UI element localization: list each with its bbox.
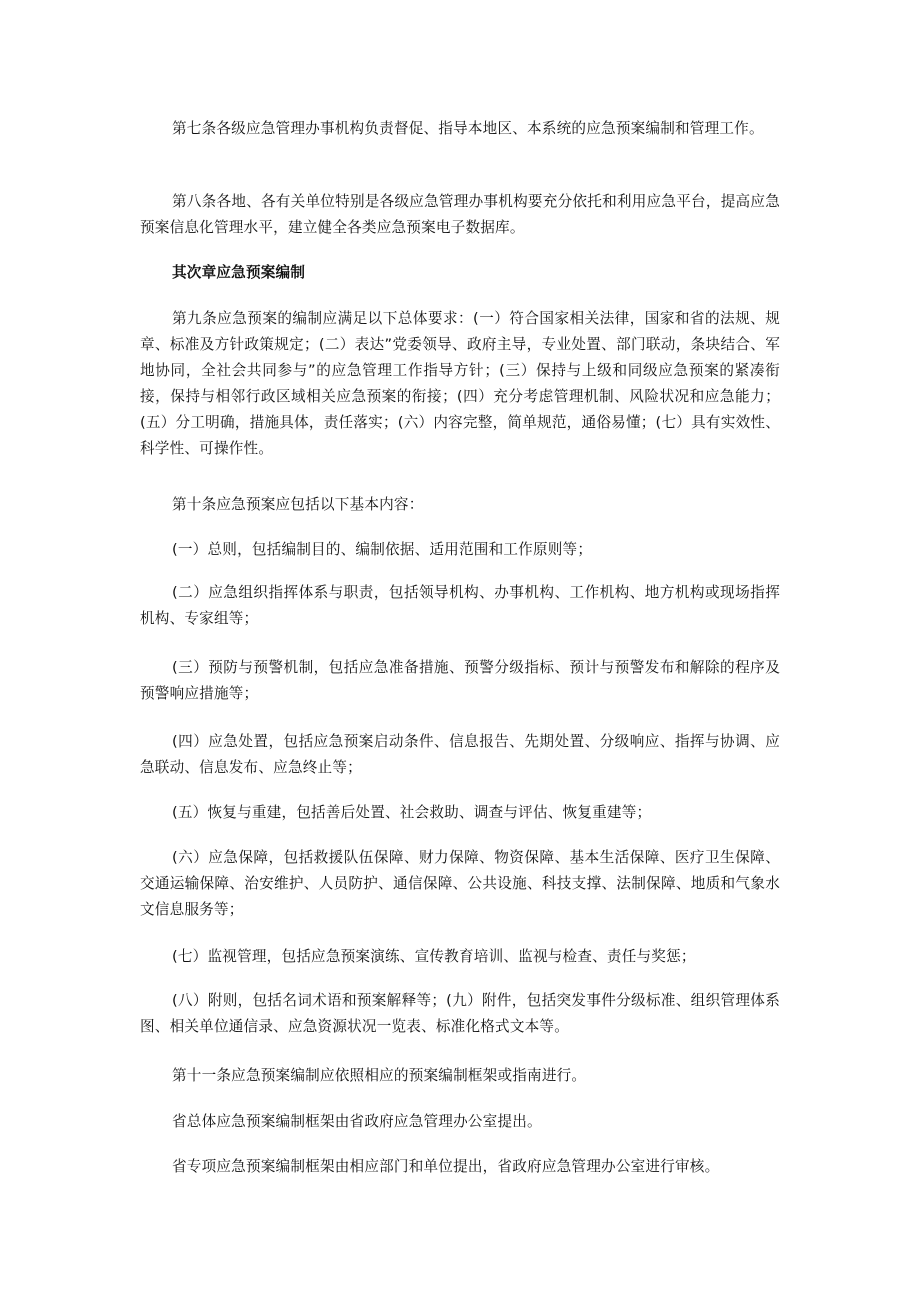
content-item-7: (七）监视管理，包括应急预案演练、宣传教育培训、监视与检查、责任与奖惩； bbox=[172, 948, 696, 965]
article-11-paragraph: 第十一条应急预案编制应依照相应的预案编制框架或指南进行。 bbox=[172, 1067, 587, 1084]
content-item-1: (一）总则，包括编制目的、编制依据、适用范围和工作原则等； bbox=[172, 541, 593, 558]
article-9-paragraph: 第九条应急预案的编制应满足以下总体要求：(一）符合国家相关法律，国家和省的法规、规章、标准及方针政策规定；(二）表达”党委领导、政府主导，专业处置、部门联动，条块结合、军地协同，全社会共同参与”的应急管理工作指导方针；(三）保持与上级和同级应急预案的紧凑衔接，保持与相邻行政区域相关应急预案的衔接；(四）充分考虑管理机制、风险状况和应急能力；(五）分工明确，措施具体，责任落实；(六）内容完整，简单规范，通俗易懂；(七）具有实效性、科学性、可操作性。 bbox=[140, 310, 780, 457]
article-8-paragraph: 第八条各地、各有关单位特别是各级应急管理办事机构要充分依托和利用应急平台，提高应急预案信息化管理水平，建立健全各类应急预案电子数据库。 bbox=[140, 193, 780, 236]
framework-general-paragraph: 省总体应急预案编制框架由省政府应急管理办公室提出。 bbox=[172, 1113, 542, 1130]
content-item-3: (三）预防与预警机制，包括应急准备措施、预警分级指标、预计与预警发布和解除的程序及预警响应措施等； bbox=[140, 659, 780, 702]
framework-special-paragraph: 省专项应急预案编制框架由相应部门和单位提出，省政府应急管理办公室进行审核。 bbox=[172, 1158, 720, 1175]
content-item-4: (四）应急处置，包括应急预案启动条件、信息报告、先期处置、分级响应、指挥与协调、应急联动、信息发布、应急终止等； bbox=[140, 733, 780, 776]
content-item-6: (六）应急保障，包括救援队伍保障、财力保障、物资保障、基本生活保障、医疗卫生保障、交通运输保障、治安维护、人员防护、通信保障、公共设施、科技支撑、法制保障、地质和气象水文信息服务等； bbox=[140, 849, 780, 918]
content-item-2: (二）应急组织指挥体系与职责，包括领导机构、办事机构、工作机构、地方机构或现场指挥机构、专家组等； bbox=[140, 584, 780, 627]
chapter-heading: 其次章应急预案编制 bbox=[172, 264, 306, 281]
content-item-8: (八）附则，包括名词术语和预案解释等；(九）附件，包括突发事件分级标准、组织管理体系图、相关单位通信录、应急资源状况一览表、标准化格式文本等。 bbox=[140, 992, 780, 1035]
content-item-5: (五）恢复与重建，包括善后处置、社会救助、调查与评估、恢复重建等； bbox=[172, 804, 652, 821]
article-7-paragraph: 第七条各级应急管理办事机构负责督促、指导本地区、本系统的应急预案编制和管理工作。 bbox=[172, 120, 764, 137]
article-10-paragraph: 第十条应急预案应包括以下基本内容： bbox=[172, 496, 424, 513]
